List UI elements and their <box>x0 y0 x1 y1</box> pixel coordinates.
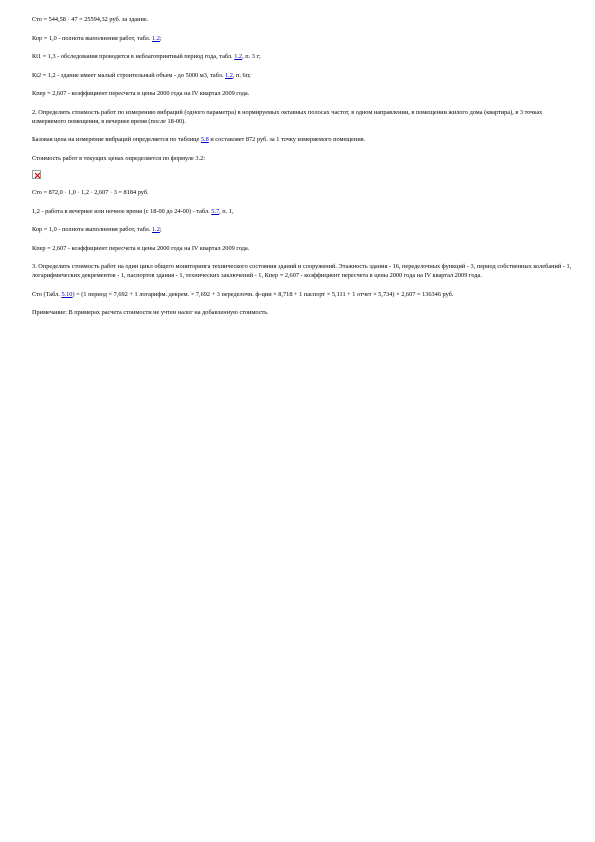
paragraph-text: Кпер = 2,607 - коэффициент пересчета в цены 2000 года на IV квартал 2009 года. <box>32 244 250 252</box>
paragraph <box>32 291 572 300</box>
paragraph <box>32 226 572 235</box>
paragraph-text: ; <box>159 226 162 234</box>
paragraph <box>32 208 572 217</box>
paragraph <box>32 35 572 44</box>
broken-image-icon <box>32 170 41 179</box>
link-table-1-2[interactable]: 1.2 <box>234 53 243 61</box>
paragraph <box>32 155 572 164</box>
paragraph <box>32 53 572 62</box>
paragraph-text: Сто = 544,58 · 47 = 25594,32 руб. за здание. <box>32 16 149 23</box>
paragraph <box>32 309 572 318</box>
paragraph <box>32 136 572 145</box>
link-table-5-7[interactable]: 5.7 <box>211 207 220 215</box>
broken-image-placeholder <box>32 170 572 189</box>
paragraph-text: Сто = 872,0 · 1,0 · 1,2 · 2,607 · 3 = 8184 руб. <box>32 188 149 196</box>
paragraph-text: Кпер = 2,607 - коэффициент пересчета в цены 2000 года на IV квартал 2009 года. <box>32 90 250 98</box>
document-body <box>32 16 572 328</box>
paragraph-text: Стоимость работ в текущих ценах определяется по формуле 3.2: <box>32 154 205 162</box>
paragraph-text: , п. 6п; <box>232 71 251 79</box>
paragraph-text: Сто (Табл. <box>32 290 62 298</box>
paragraph-text: ) = (1 период × 7,692 + 1 логарифм. декрем. × 7,692 + 3 переделочн. ф-ции × 8,718 + 1 паспорт × 5,111 + 1 отчет × 5,734) × 2,607 = 136346 руб. <box>72 290 454 298</box>
link-table-5-8[interactable]: 5.8 <box>200 136 209 144</box>
paragraph-text: Кt1 = 1,3 - обследования проводятся в неблагоприятный период года, табл. <box>32 53 235 61</box>
link-table-5-10[interactable]: 5.10 <box>61 290 73 298</box>
paragraph-text: 2. Определить стоимость работ по измерению вибраций (одного параметра) в нормируемых октавных полосах частот, в одном направлении, в помещении жилого дома (квартира), в 3 точках измеряемого помещения, в вечернее время (после 18-00). <box>32 108 543 125</box>
paragraph-text: ; <box>159 34 162 42</box>
paragraph <box>32 263 572 280</box>
paragraph-text: Примечание: В примерах расчета стоимости не учтен налог на добавленную стоимость. <box>32 309 269 317</box>
paragraph <box>32 109 572 126</box>
link-table-1-2[interactable]: 1.2 <box>151 226 160 234</box>
paragraph <box>32 72 572 81</box>
paragraph-text: Кор = 1,0 - полнота выполнения работ, табл. <box>32 34 152 42</box>
paragraph-text: Кор = 1,0 - полнота выполнения работ, табл. <box>32 226 152 234</box>
link-table-1-2[interactable]: 1.2 <box>151 34 160 42</box>
link-table-1-2[interactable]: 1.2 <box>224 71 233 79</box>
paragraph <box>32 16 572 25</box>
paragraph <box>32 90 572 99</box>
paragraph-text: и составляет 872 руб. за 1 точку измеряемого помещения. <box>208 136 366 144</box>
paragraph-text: , п. 1, <box>219 207 234 215</box>
paragraph-text: 3. Определить стоимость работ на один цикл общего мониторинга технического состояния зданий и сооружений. Этажность здания - 16, переделочных функций - 3, период собственных колебаний - 1, логарифмических декрементов - 1, паспортов здания - 1, технических заключений - 1, Кпер = 2,607 - коэффициент пересчета в цены 2000 года на IV квартал 2009 года. <box>32 263 572 279</box>
paragraph <box>32 245 572 254</box>
paragraph-text: 1,2 - работа в вечернее или ночное время (с 18-00 до 24-00) - табл. <box>32 207 212 215</box>
paragraph-text: , п. 3 г; <box>242 53 261 61</box>
paragraph-text: Кt2 = 1,2 - здание имеет малый строительный объем - до 5000 м3, табл. <box>32 71 225 79</box>
paragraph-text: Базовая цена на измерение вибраций определяется по таблице <box>32 136 201 144</box>
paragraph <box>32 189 572 198</box>
